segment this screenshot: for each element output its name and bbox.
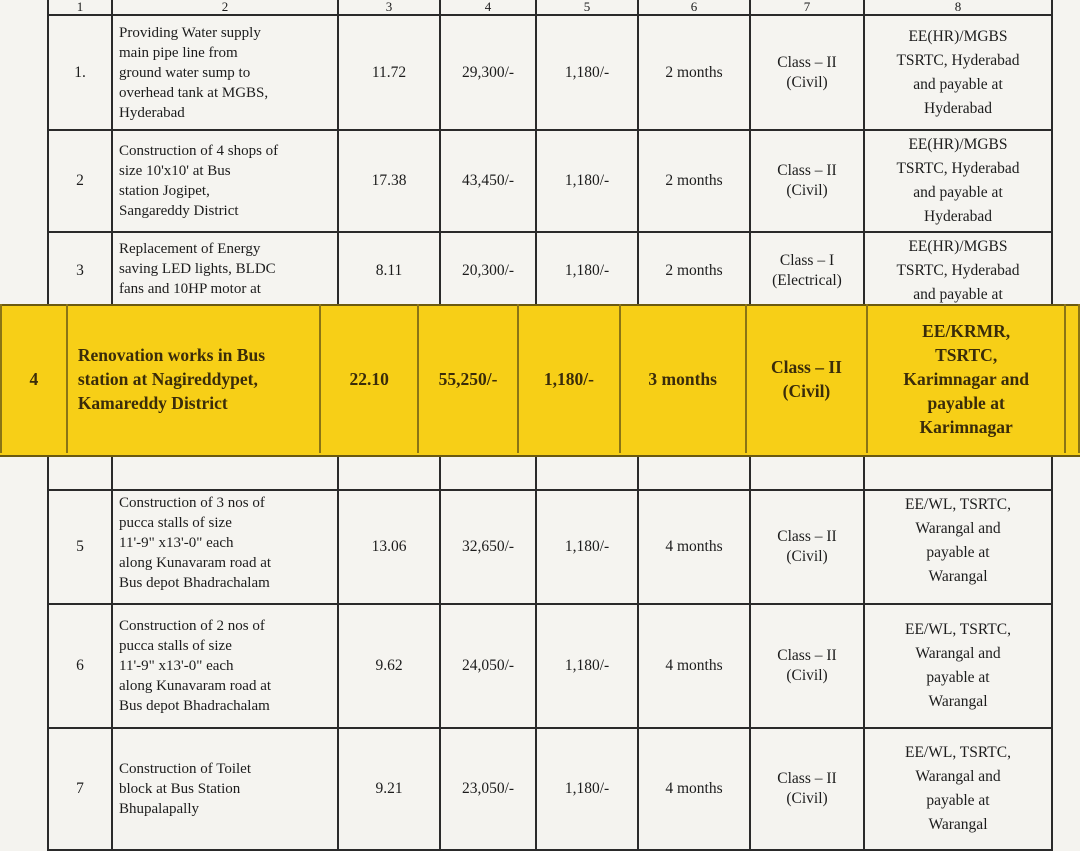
- class-line: (Civil): [786, 790, 828, 807]
- payable-authority: [864, 490, 1052, 604]
- emd-amount: 43,450/-: [440, 130, 536, 232]
- emd-amount: 55,250/-: [418, 304, 518, 453]
- completion-period: 2 months: [638, 15, 750, 130]
- description-line: fans and 10HP motor at: [119, 281, 261, 297]
- description-line: 11'-9" x13'-0" each: [119, 658, 234, 674]
- estimated-cost: 9.62: [338, 604, 440, 728]
- tender-fee: 1,180/-: [536, 15, 638, 130]
- estimated-cost: 8.11: [338, 232, 440, 334]
- tender-fee: 1,180/-: [536, 232, 638, 334]
- completion-period: 4 months: [638, 604, 750, 728]
- description-line: Bus depot Bhadrachalam: [119, 575, 270, 591]
- emd-amount: 20,300/-: [440, 232, 536, 334]
- work-description: [112, 728, 338, 850]
- highlighted-row: [0, 304, 1080, 453]
- class-line: (Civil): [782, 380, 831, 401]
- authority-line: TSRTC, Hyderabad: [896, 262, 1020, 279]
- description-line: Kamareddy District: [77, 392, 228, 413]
- authority-line: payable at: [927, 392, 1005, 413]
- work-description: [112, 130, 338, 232]
- description-line: Providing Water supply: [119, 24, 261, 41]
- authority-line: and payable at: [913, 286, 1003, 303]
- completion-period: 2 months: [638, 232, 750, 334]
- column-number: 2: [112, 0, 338, 15]
- description-line: 11'-9" x13'-0" each: [119, 535, 234, 551]
- payable-authority: [864, 728, 1052, 850]
- authority-line: TSRTC, Hyderabad: [896, 160, 1020, 177]
- column-number: 4: [440, 0, 536, 15]
- authority-line: Karimnagar: [919, 416, 1013, 437]
- contractor-class: [750, 490, 864, 604]
- authority-line: Warangal: [928, 816, 988, 833]
- estimated-cost: 11.72: [338, 15, 440, 130]
- description-line: Construction of 4 shops of: [119, 143, 279, 159]
- emd-amount: 24,050/-: [440, 604, 536, 728]
- authority-line: EE/KRMR,: [922, 320, 1011, 341]
- description-line: station at Nagireddypet,: [77, 368, 258, 389]
- authority-line: TSRTC,: [935, 344, 998, 365]
- description-line: block at Bus Station: [119, 781, 241, 797]
- description-line: Construction of 3 nos of: [119, 495, 265, 511]
- authority-line: payable at: [926, 669, 990, 686]
- description-line: saving LED lights, BLDC: [119, 261, 276, 277]
- column-number: 1: [48, 0, 112, 15]
- authority-line: and payable at: [913, 75, 1003, 93]
- authority-line: EE/WL, TSRTC,: [905, 621, 1011, 638]
- description-line: Hyderabad: [119, 104, 185, 121]
- serial-number: 4: [1, 304, 67, 453]
- authority-line: Warangal and: [915, 768, 1001, 785]
- description-line: main pipe line from: [119, 44, 238, 61]
- estimated-cost: 13.06: [338, 490, 440, 604]
- payable-authority: [864, 15, 1052, 130]
- description-line: Bhupalapally: [119, 801, 199, 817]
- class-line: Class – II: [777, 162, 837, 179]
- work-description: [112, 490, 338, 604]
- tender-fee: 1,180/-: [518, 304, 620, 453]
- authority-line: Warangal and: [915, 645, 1001, 662]
- table-row: [48, 15, 1052, 130]
- authority-line: and payable at: [913, 184, 1003, 201]
- table-row-highlighted: [1, 304, 1079, 453]
- description-line: Sangareddy District: [119, 203, 239, 219]
- contractor-class: [750, 728, 864, 850]
- contractor-class: [750, 15, 864, 130]
- class-line: Class – II: [777, 528, 837, 545]
- authority-line: Hyderabad: [924, 99, 992, 117]
- payable-authority: [864, 130, 1052, 232]
- description-line: Replacement of Energy: [119, 241, 261, 257]
- description-line: ground water sump to: [119, 64, 251, 81]
- description-line: along Kunavaram road at: [119, 678, 272, 694]
- authority-line: EE(HR)/MGBS: [908, 27, 1008, 45]
- class-line: Class – II: [770, 356, 842, 377]
- class-line: (Electrical): [772, 272, 842, 289]
- class-line: Class – II: [777, 53, 837, 71]
- edge-cell: [1065, 304, 1079, 453]
- description-line: pucca stalls of size: [119, 515, 232, 531]
- authority-line: payable at: [926, 792, 990, 809]
- completion-period: 4 months: [638, 490, 750, 604]
- estimated-cost: 9.21: [338, 728, 440, 850]
- authority-line: Hyderabad: [924, 208, 992, 225]
- estimated-cost: 22.10: [320, 304, 418, 453]
- column-number: 6: [638, 0, 750, 15]
- description-line: overhead tank at MGBS,: [119, 84, 269, 101]
- description-line: Construction of Toilet: [119, 761, 251, 777]
- serial-number: 1.: [48, 15, 112, 130]
- contractor-class: [746, 304, 868, 453]
- description-line: Construction of 2 nos of: [119, 618, 265, 634]
- table-row: [48, 604, 1052, 728]
- authority-line: Warangal and: [915, 520, 1001, 537]
- completion-period: 2 months: [638, 130, 750, 232]
- table-row: [48, 490, 1052, 604]
- estimated-cost: 17.38: [338, 130, 440, 232]
- column-number-row: [48, 0, 1052, 15]
- completion-period: 3 months: [620, 304, 746, 453]
- serial-number: 7: [48, 728, 112, 850]
- authority-line: Warangal: [928, 693, 988, 710]
- description-line: pucca stalls of size: [119, 638, 232, 654]
- authority-line: EE/WL, TSRTC,: [905, 496, 1011, 513]
- completion-period: 4 months: [638, 728, 750, 850]
- authority-line: EE/WL, TSRTC,: [905, 744, 1011, 761]
- class-line: Class – II: [777, 647, 837, 664]
- description-line: Renovation works in Bus: [77, 344, 266, 365]
- authority-line: payable at: [926, 544, 990, 561]
- emd-amount: 23,050/-: [440, 728, 536, 850]
- serial-number: 5: [48, 490, 112, 604]
- class-line: (Civil): [786, 73, 828, 91]
- authority-line: Karimnagar and: [903, 368, 1029, 389]
- serial-number: 6: [48, 604, 112, 728]
- serial-number: 2: [48, 130, 112, 232]
- class-line: (Civil): [786, 667, 828, 684]
- contractor-class: [750, 604, 864, 728]
- work-description: [112, 15, 338, 130]
- column-number: 8: [864, 0, 1052, 15]
- description-line: Bus depot Bhadrachalam: [119, 698, 270, 714]
- work-description: [112, 604, 338, 728]
- class-line: Class – II: [777, 770, 837, 787]
- emd-amount: 29,300/-: [440, 15, 536, 130]
- table-row: [48, 130, 1052, 232]
- column-number: 7: [750, 0, 864, 15]
- description-line: station Jogipet,: [119, 183, 210, 199]
- description-line: along Kunavaram road at: [119, 555, 272, 571]
- class-line: Class – I: [779, 252, 835, 269]
- column-number: 5: [536, 0, 638, 15]
- authority-line: TSRTC, Hyderabad: [896, 51, 1020, 69]
- class-line: (Civil): [786, 548, 828, 565]
- contractor-class: [750, 130, 864, 232]
- table-row: [48, 728, 1052, 850]
- authority-line: Warangal: [928, 568, 988, 585]
- authority-line: EE(HR)/MGBS: [908, 238, 1008, 255]
- tender-fee: 1,180/-: [536, 490, 638, 604]
- description-line: size 10'x10' at Bus: [119, 163, 231, 179]
- serial-number: 3: [48, 232, 112, 334]
- emd-amount: 32,650/-: [440, 490, 536, 604]
- payable-authority: [867, 304, 1065, 453]
- class-line: (Civil): [786, 182, 828, 199]
- authority-line: EE(HR)/MGBS: [908, 136, 1008, 153]
- payable-authority: [864, 604, 1052, 728]
- tender-fee: 1,180/-: [536, 130, 638, 232]
- work-description: [67, 304, 320, 453]
- tender-fee: 1,180/-: [536, 604, 638, 728]
- column-number: 3: [338, 0, 440, 15]
- tender-fee: 1,180/-: [536, 728, 638, 850]
